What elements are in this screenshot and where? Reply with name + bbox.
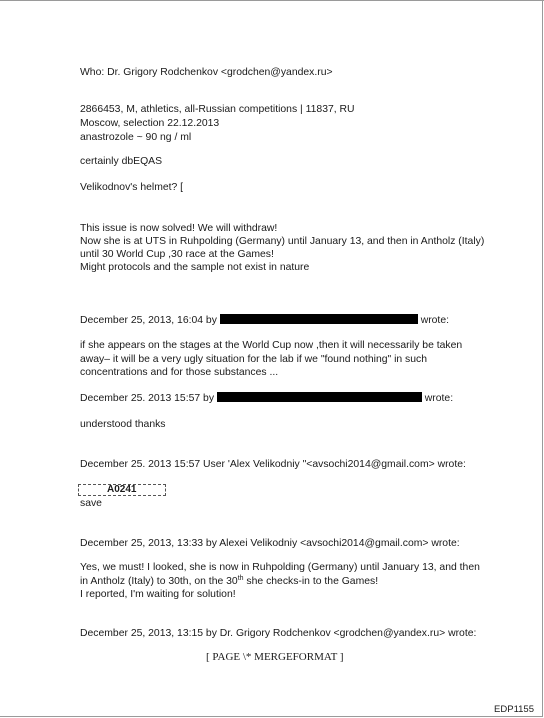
sample-line-3: anastrozole ~ 90 ng / ml — [80, 132, 192, 143]
document-id-stamp: A0241 — [78, 484, 166, 496]
msg1-body-1: if she appears on the stages at the World Cup now ,then it will necessarily be taken — [80, 340, 463, 351]
who-line: Who: Dr. Grigory Rodchenkov <grodchen@yandex.ru> — [80, 67, 333, 78]
msg2-header-suffix: wrote: — [424, 393, 454, 404]
msg2-header-prefix: December 25. 2013 15:57 by — [80, 393, 215, 404]
issue-line-1: This issue is now solved! We will withdraw! — [80, 223, 278, 234]
certainly-line: certainly dbEQAS — [80, 156, 163, 167]
redaction-bar — [220, 314, 418, 324]
msg2-body: understood thanks — [80, 419, 166, 430]
msg4-header: December 25, 2013, 13:33 by Alexei Velikodniy <avsochi2014@gmail.com> wrote: — [80, 538, 460, 549]
msg3-header: December 25. 2013 15:57 User 'Alex Velikodniy "<avsochi2014@gmail.com> wrote: — [80, 459, 466, 470]
bates-number: EDP1155 — [494, 704, 534, 715]
msg2-header — [80, 392, 453, 406]
helmet-line: Velikodnov's helmet? [ — [80, 182, 184, 193]
msg4-body-2-pre: in Antholz (Italy) to 30th, on the 30 — [80, 576, 238, 587]
page-field-code: [ PAGE \* MERGEFORMAT ] — [206, 651, 344, 663]
msg4-body-1: Yes, we must! I looked, she is now in Ruhpolding (Germany) until January 13, and then — [80, 562, 480, 573]
redaction-bar — [217, 392, 422, 402]
msg1-header-suffix: wrote: — [420, 315, 449, 326]
msg5-header: December 25, 2013, 13:15 by Dr. Grigory Rodchenkov <grodchen@yandex.ru> wrote: — [80, 628, 477, 639]
msg1-header-prefix: December 25, 2013, 16:04 by — [80, 315, 217, 326]
ordinal-suffix: th — [237, 575, 244, 582]
msg4-body-3: I reported, I'm waiting for solution! — [80, 589, 236, 600]
sample-line-2: Moscow, selection 22.12.2013 — [80, 118, 220, 129]
msg1-header — [80, 314, 449, 328]
issue-line-3: until 30 World Cup ,30 race at the Games! — [80, 249, 274, 260]
msg4-body-2 — [80, 575, 378, 589]
msg3-body: save — [80, 498, 102, 509]
issue-line-4: Might protocols and the sample not exist in nature — [80, 262, 310, 273]
sample-line-1: 2866453, M, athletics, all-Russian competitions | 11837, RU — [80, 104, 355, 115]
msg4-body-2-post: she checks-in to the Games! — [243, 576, 379, 587]
msg1-body-2: away– it will be a very ugly situation for the lab if we "found nothing" in such — [80, 354, 427, 365]
issue-line-2: Now she is at UTS in Ruhpolding (Germany) until January 13, and then in Antholz (Italy) — [80, 236, 485, 247]
msg1-body-3: concentrations and for those substances ... — [80, 367, 279, 378]
